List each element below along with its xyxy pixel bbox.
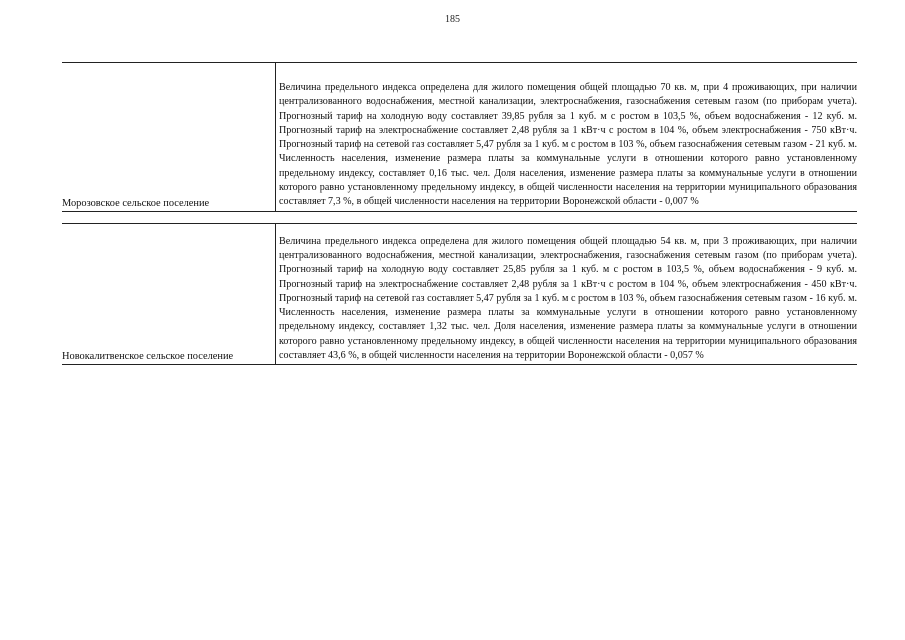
index-description: Величина предельного индекса определена для жилого помещения общей площадью 54 кв. м, при 3 проживающих, при наличии централизованного водоснабжения, местной канализации, электроснабжения, газоснабжения сетевым газом (по приборам учета). Прогнозный тариф на холодную воду составляет 25,85 рубля за 1 куб. м с ростом в 103,5 %, объем водоснабжения - 9 куб. м. Прогнозный тариф на электроснабжение составляет 2,48 рубля за 1 кВт·ч с ростом в 104 %, объем электроснабжения - 450 кВт·ч. Прогнозный тариф на сетевой газ составляет 5,47 рубля за 1 куб. м с ростом в 103 %, объем газоснабжения сетевым газом - 16 куб. м. Численность населения, изменение размера платы за коммунальные услуги в отношении которого равно установленному предельному индексу, составляет 1,32 тыс. чел. Доля населения, изменение размера платы за коммунальные услуги в отношении которого равно установленному предельному индексу, в общей численности населения на территории муниципального образования составляет 43,6 %, в общей численности населения на территории Воронежской области - 0,057 % [279,235,857,362]
page-number: 185 [445,14,460,25]
index-description: Величина предельного индекса определена для жилого помещения общей площадью 70 кв. м, при 4 проживающих, при наличии централизованного водоснабжения, местной канализации, электроснабжения, газоснабжения сетевым газом (по приборам учета). Прогнозный тариф на холодную воду составляет 39,85 рубля за 1 куб. м с ростом в 103,5 %, объем водоснабжения - 12 куб. м. Прогнозный тариф на электроснабжение составляет 2,48 рубля за 1 кВт·ч с ростом в 104 %, объем электроснабжения - 750 кВт·ч. Прогнозный тариф на сетевой газ составляет 5,47 рубля за 1 куб. м с ростом в 103 %, объем газоснабжения сетевым газом - 21 куб. м. Численность населения, изменение размера платы за коммунальные услуги в отношении которого равно установленному предельному индексу, составляет 0,16 тыс. чел. Доля населения, изменение размера платы за коммунальные услуги в отношении которого равно установленному предельному индексу, в общей численности населения на территории муниципального образования составляет 7,3 %, в общей численности населения на территории Воронежской области - 0,007 % [279,82,857,208]
table-row [62,62,857,212]
table-row [62,223,857,366]
settlement-name: Морозовское сельское поселение [62,63,276,211]
tariff-index-table [62,62,857,365]
settlement-name: Новокалитвенское сельское поселение [62,224,276,365]
